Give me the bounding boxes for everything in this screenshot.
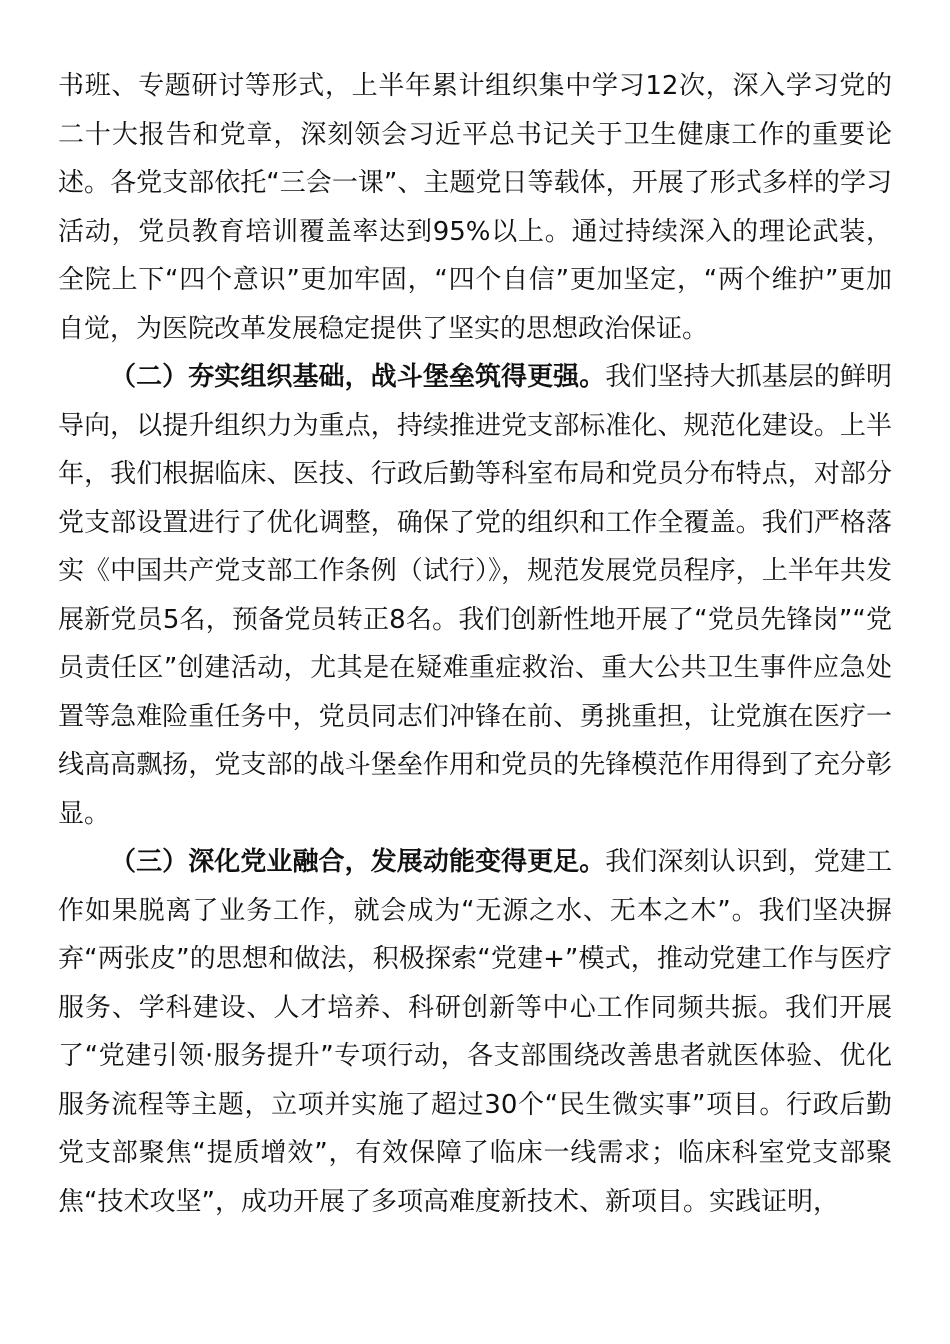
- paragraph-body: 书班、专题研讨等形式，上半年累计组织集中学习12次，深入学习党的二十大报告和党章，深刻领会习近平总书记关于卫生健康工作的重要论述。各党支部依托“三会一课”、主题党日等载体，开展了形式多样的学习活动，党员教育培训覆盖率达到95%以上。通过持续深入的理论武装，全院上下“四个意识”更加牢固，“四个自信”更加坚定，“两个维护”更加自觉，为医院改革发展稳定提供了坚实的思想政治保证。: [58, 71, 892, 344]
- section-heading: （二）夯实组织基础，战斗堡垒筑得更强。: [110, 362, 606, 392]
- paragraph-body: 我们深刻认识到，党建工作如果脱离了业务工作，就会成为“无源之水、无本之木”。我们坚决摒弃“两张皮”的思想和做法，积极探索“党建+”模式，推动党建工作与医疗服务、学科建设、人才培养、科研创新等中心工作同频共振。我们开展了“党建引领·服务提升”专项行动，各支部围绕改善患者就医体验、优化服务流程等主题，立项并实施了超过30个“民生微实事”项目。行政后勤党支部聚焦“提质增效”，有效保障了临床一线需求；临床科室党支部聚焦“技术攻坚”，成功开展了多项高难度新技术、新项目。实践证明，: [58, 847, 892, 1217]
- section-heading: （三）深化党业融合，发展动能变得更足。: [110, 847, 606, 877]
- paragraph-organization: [58, 353, 892, 838]
- paragraph-body: 我们坚持大抓基层的鲜明导向，以提升组织力为重点，持续推进党支部标准化、规范化建设。上半年，我们根据临床、医技、行政后勤等科室布局和党员分布特点，对部分党支部设置进行了优化调整，确保了党的组织和工作全覆盖。我们严格落实《中国共产党支部工作条例（试行）》，规范发展党员程序，上半年共发展新党员5名，预备党员转正8名。我们创新性地开展了“党员先锋岗”“党员责任区”创建活动，尤其是在疑难重症救治、重大公共卫生事件应急处置等急难险重任务中，党员同志们冲锋在前、勇挑重担，让党旗在医疗一线高高飘扬，党支部的战斗堡垒作用和党员的先锋模范作用得到了充分彰显。: [58, 362, 892, 829]
- document-page: [58, 62, 892, 1226]
- paragraph-theory-study: [58, 62, 892, 353]
- paragraph-integration: [58, 838, 892, 1226]
